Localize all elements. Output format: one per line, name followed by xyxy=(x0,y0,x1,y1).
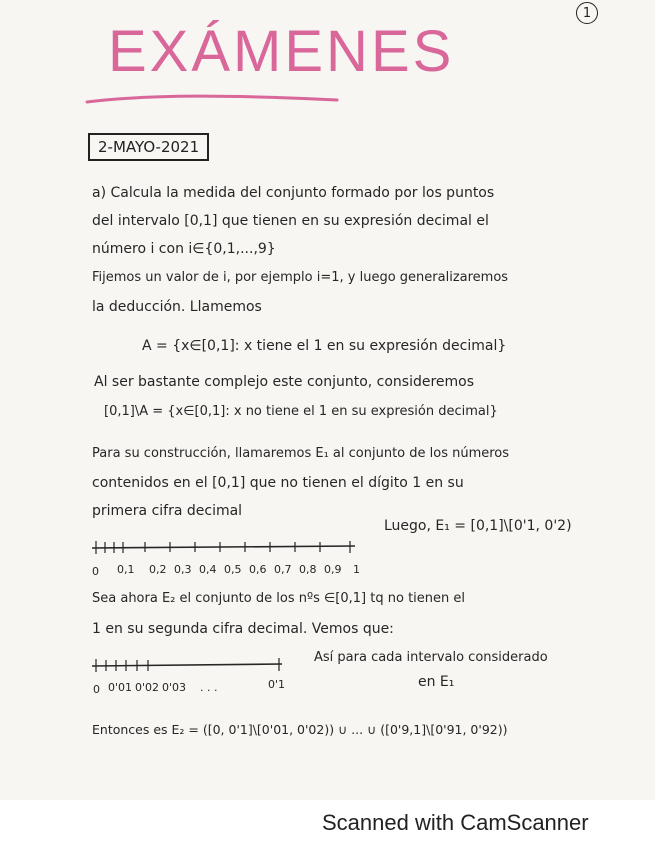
axis1-label: 0,3 xyxy=(174,563,192,576)
question-line-2: del intervalo [0,1] que tienen en su expresión decimal el xyxy=(92,213,489,229)
text-entonces: Entonces es E₂ = ([0, 0'1]\[0'01, 0'02)) ∪ ... ∪ ([0'9,1]\[0'91, 0'92)) xyxy=(92,722,508,737)
axis1-label: 0,7 xyxy=(274,563,292,576)
text-fix-1: Fijemos un valor de i, por ejemplo i=1, y luego generalizaremos xyxy=(92,270,509,285)
question-line-1: a) Calcula la medida del conjunto formado por los puntos xyxy=(92,185,495,201)
axis2-label: 0'01 xyxy=(108,681,133,694)
axis1-label: 0 xyxy=(92,565,99,578)
page-number: 1 xyxy=(576,2,598,24)
text-asi-2: en E₁ xyxy=(418,674,455,690)
text-fix-2: la deducción. Llamemos xyxy=(92,299,262,315)
axis1-label: 0,4 xyxy=(199,563,217,576)
axis1-label: 0,8 xyxy=(299,563,317,576)
text-complex: Al ser bastante complejo este conjunto, consideremos xyxy=(94,374,475,390)
axis1-label: 0,1 xyxy=(117,563,135,576)
text-construction-2: contenidos en el [0,1] que no tienen el dígito 1 en su xyxy=(92,475,464,491)
text-luego: Luego, E₁ = [0,1]\[0'1, 0'2) xyxy=(384,518,572,534)
axis2-label: . . . xyxy=(200,681,218,694)
question-line-3: número i con i∈{0,1,...,9} xyxy=(92,241,276,257)
axis1-label: 0,5 xyxy=(224,563,242,576)
text-asi-1: Así para cada intervalo considerado xyxy=(314,650,548,665)
text-sea-1: Sea ahora E₂ el conjunto de los nºs ∈[0,1] tq no tienen el xyxy=(92,591,465,606)
axis1-label: 0,2 xyxy=(149,563,167,576)
scanner-watermark: Scanned with CamScanner xyxy=(322,810,589,835)
text-construction-3: primera cifra decimal xyxy=(92,503,243,519)
axis2-label: 0 xyxy=(93,683,100,696)
axis2-label: 0'1 xyxy=(268,678,286,691)
text-sea-2: 1 en su segunda cifra decimal. Vemos que: xyxy=(92,621,394,637)
axis2-label: 0'02 xyxy=(135,681,160,694)
axis1-label: 0,9 xyxy=(324,563,342,576)
date-box: 2-MAYO-2021 xyxy=(88,133,209,161)
set-a-definition: A = {x∈[0,1]: x tiene el 1 en su expresión decimal} xyxy=(142,338,507,354)
set-complement-definition: [0,1]\A = {x∈[0,1]: x no tiene el 1 en su expresión decimal} xyxy=(104,404,498,419)
axis1-label: 1 xyxy=(353,563,360,576)
axis1-label: 0,6 xyxy=(249,563,267,576)
page-title: EXÁMENES xyxy=(108,19,455,84)
text-construction-1: Para su construcción, llamaremos E₁ al conjunto de los números xyxy=(92,446,510,461)
axis2-label: 0'03 xyxy=(162,681,187,694)
